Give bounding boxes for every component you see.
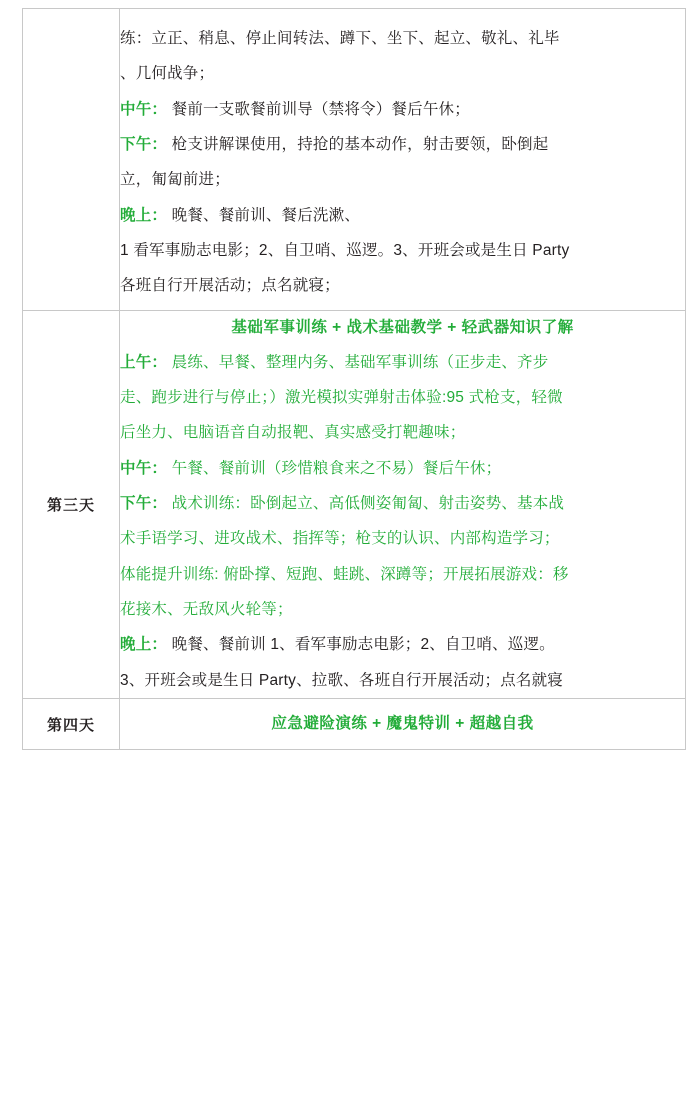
line-text: 走、跑步进行与停止；）激光模拟实弹射击体验:95 式枪支，轻微: [120, 389, 563, 407]
line-text: 枪支讲解课使用，持抢的基本动作，射击要领，卧倒起: [171, 135, 549, 153]
content-line: [120, 233, 685, 268]
day-cell: [23, 9, 120, 311]
time-label: 晚上：: [120, 206, 168, 224]
line-text: 晚餐、餐前训 1、看军事励志电影；2、自卫哨、巡逻。: [171, 636, 555, 654]
schedule-table: [22, 8, 686, 750]
line-text: 1 看军事励志电影；2、自卫哨、巡逻。3、开班会或是生日 Party: [120, 241, 570, 259]
line-text: 立，匍匐前进；: [120, 171, 230, 189]
line-text: 战术训练：卧倒起立、高低侧姿匍匐、射击姿势、基本战: [171, 495, 565, 513]
content-line: [120, 198, 685, 233]
day-content: [120, 699, 686, 750]
line-text: 晚餐、餐前训、餐后洗漱、: [171, 206, 361, 224]
line-text: 后坐力、电脑语音自动报靶、真实感受打靶趣味；: [120, 424, 466, 442]
content-line: [120, 56, 685, 91]
time-label: 中午：: [120, 100, 168, 118]
content-line: [120, 92, 685, 127]
line-text: 各班自行开展活动；点名就寝；: [120, 277, 340, 295]
content-line: [120, 592, 685, 627]
time-label: 下午：: [120, 135, 168, 153]
day-content: [120, 310, 686, 698]
day-cell: 第三天: [23, 310, 120, 698]
line-text: 餐前一支歌餐前训导（禁将令）餐后午休；: [171, 100, 470, 118]
day-cell: 第四天: [23, 699, 120, 750]
content-line: [120, 415, 685, 450]
line-text: 晨练、早餐、整理内务、基础军事训练（正步走、齐步: [171, 353, 549, 371]
line-text: 3、开班会或是生日 Party、拉歌、各班自行开展活动；点名就寝: [120, 671, 564, 689]
table-row: [23, 310, 686, 698]
content-line: [120, 21, 685, 56]
content-line: [120, 268, 685, 303]
line-text: 、几何战争；: [120, 65, 215, 83]
time-label: 下午：: [120, 495, 168, 513]
content-line: [120, 486, 685, 521]
line-text: 体能提升训练: 俯卧撑、短跑、蛙跳、深蹲等；开展拓展游戏：移: [120, 565, 569, 583]
line-text: 花接木、无敌风火轮等；: [120, 601, 293, 619]
content-line: [120, 162, 685, 197]
line-text: 午餐、餐前训（珍惜粮食来之不易）餐后午休；: [171, 459, 502, 477]
content-line: [120, 451, 685, 486]
time-label: 晚上：: [120, 636, 168, 654]
table-row: [23, 699, 686, 750]
content-line: [120, 627, 685, 662]
day-heading: 基础军事训练 + 战术基础教学 + 轻武器知识了解: [231, 318, 574, 336]
day-heading: 应急避险演练 + 魔鬼特训 + 超越自我: [271, 715, 534, 732]
content-line: [120, 345, 685, 380]
line-text: 术手语学习、进攻战术、指挥等；枪支的认识、内部构造学习；: [120, 530, 560, 548]
content-line: [120, 127, 685, 162]
line-text: 练：立正、稍息、停止间转法、蹲下、坐下、起立、敬礼、礼毕: [120, 30, 560, 47]
time-label: 中午：: [120, 459, 168, 477]
time-label: 上午：: [120, 353, 168, 371]
content-line: [120, 557, 685, 592]
content-line: [120, 521, 685, 556]
day-content: [120, 9, 686, 311]
content-line: [120, 380, 685, 415]
content-line: [120, 663, 685, 698]
table-row: [23, 9, 686, 311]
